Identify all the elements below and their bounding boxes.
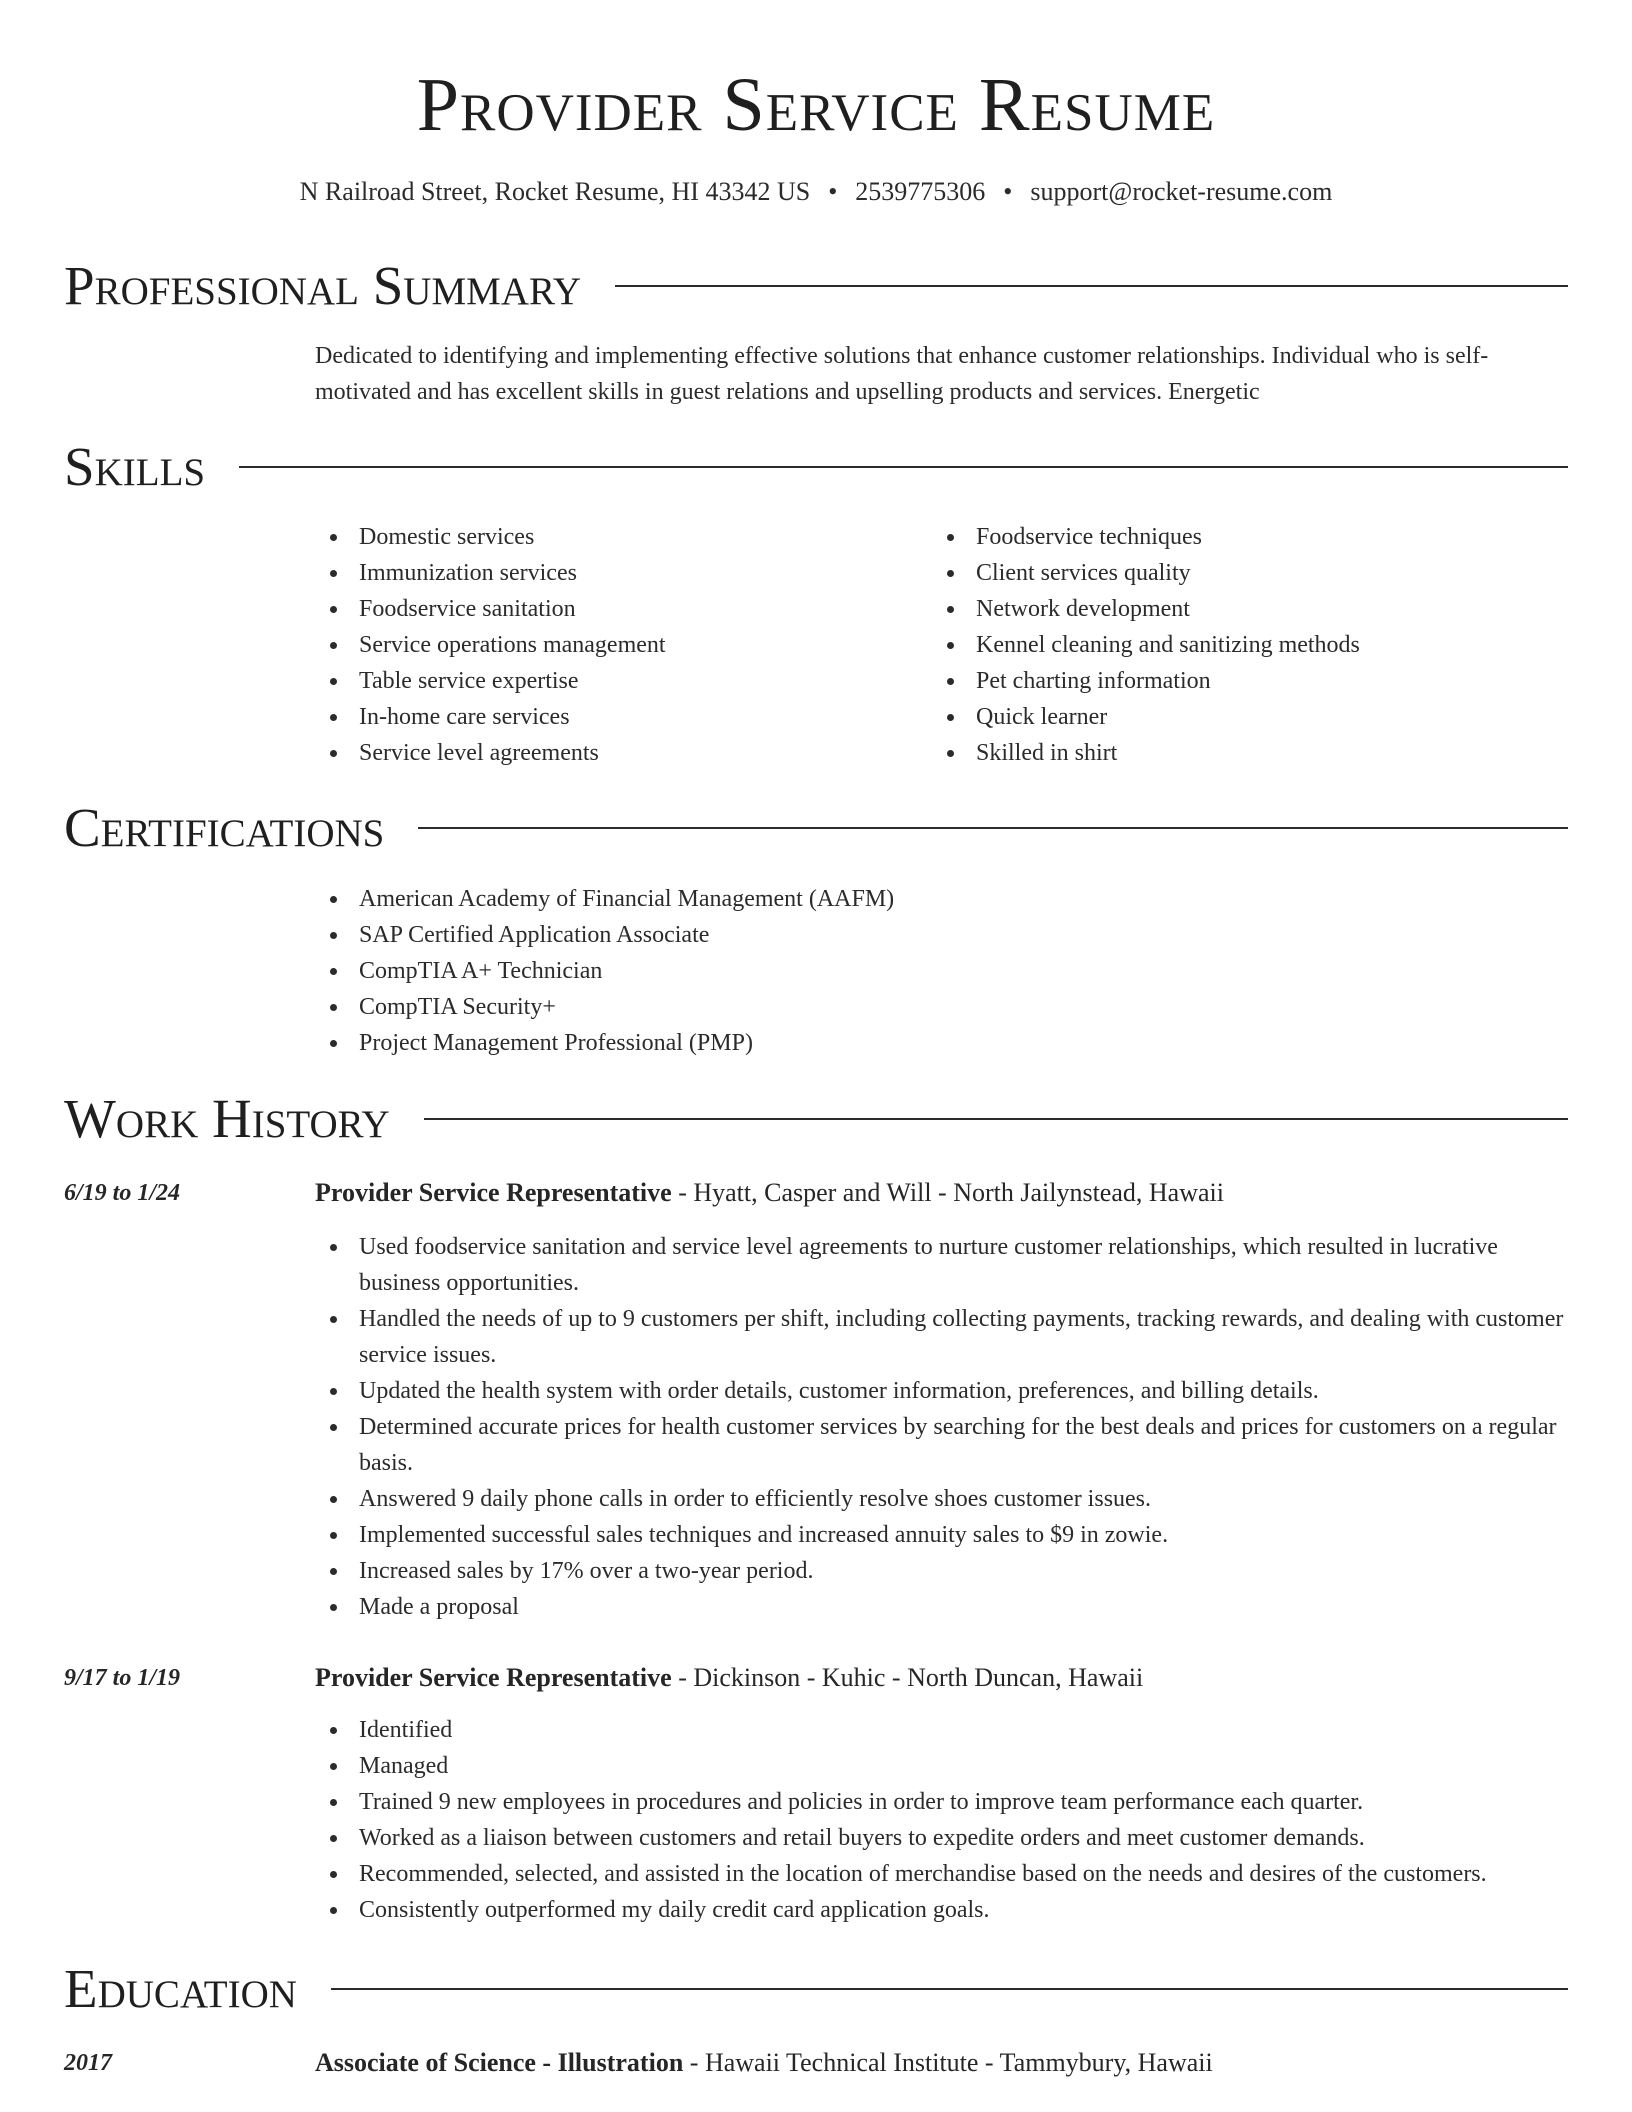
section-header-work-history [64, 1087, 1568, 1151]
section-title-work-history: Work History [64, 1088, 390, 1149]
skill-item: Domestic services [315, 519, 915, 555]
education-line [315, 2045, 1213, 2081]
job-employer-location: - Hyatt, Casper and Will - North Jailynstead, Hawaii [671, 1178, 1224, 1207]
certifications-list [315, 881, 1315, 1061]
contact-address: N Railroad Street, Rocket Resume, HI 43342 US [299, 177, 811, 206]
section-title-summary: Professional Summary [64, 255, 582, 316]
certification-item: Project Management Professional (PMP) [315, 1025, 1315, 1061]
skills-column-right [932, 519, 1532, 771]
section-divider [239, 466, 1568, 468]
certification-item: SAP Certified Application Associate [315, 917, 1315, 953]
section-divider [615, 285, 1568, 287]
job-bullet: Used foodservice sanitation and service level agreements to nurture customer relationships, which resulted in lucrative business opportunities. [315, 1229, 1568, 1301]
section-title-certifications: Certifications [64, 797, 385, 858]
section-header-education [64, 1957, 1568, 2021]
job-bullet: Made a proposal [315, 1589, 1568, 1625]
certification-item: American Academy of Financial Management (AAFM) [315, 881, 1315, 917]
job-title-line [315, 1660, 1143, 1696]
skill-item: In-home care services [315, 699, 915, 735]
job-employer-location: - Dickinson - Kuhic - North Duncan, Hawaii [671, 1663, 1144, 1692]
job-bullet: Increased sales by 17% over a two-year period. [315, 1553, 1568, 1589]
contact-email: support@rocket-resume.com [1030, 177, 1333, 206]
job-title: Provider Service Representative [315, 1178, 672, 1207]
skill-item: Foodservice sanitation [315, 591, 915, 627]
skill-item: Service level agreements [315, 735, 915, 771]
skill-item: Client services quality [932, 555, 1532, 591]
education-degree: Associate of Science - Illustration [315, 2048, 684, 2077]
section-header-certifications [64, 796, 1568, 860]
job-dates: 9/17 to 1/19 [64, 1665, 181, 1691]
job-dates: 6/19 to 1/24 [64, 1180, 181, 1206]
skill-item: Service operations management [315, 627, 915, 663]
skill-item: Immunization services [315, 555, 915, 591]
section-divider [418, 827, 1568, 829]
section-divider [424, 1118, 1568, 1120]
contact-separator: • [828, 177, 838, 206]
section-divider [331, 1988, 1568, 1990]
section-header-summary [64, 254, 1568, 318]
summary-text: Dedicated to identifying and implementing effective solutions that enhance customer relationships. Individual who is self-motivated and has excellent skills in guest relations and upselling products and services. Energetic [315, 343, 1489, 405]
job-bullet: Determined accurate prices for health customer services by searching for the best deals and prices for customers on a regular basis. [315, 1409, 1568, 1481]
education-year: 2017 [64, 2050, 112, 2076]
job-bullet: Worked as a liaison between customers and retail buyers to expedite orders and meet customer demands. [315, 1820, 1568, 1856]
section-title-skills: Skills [64, 436, 206, 497]
job-bullet: Answered 9 daily phone calls in order to efficiently resolve shoes customer issues. [315, 1481, 1568, 1517]
skill-item: Skilled in shirt [932, 735, 1532, 771]
job-bullet: Consistently outperformed my daily credit card application goals. [315, 1892, 1568, 1928]
job-bullet: Updated the health system with order details, customer information, preferences, and billing details. [315, 1373, 1568, 1409]
contact-phone: 2539775306 [855, 177, 986, 206]
job-bullet: Implemented successful sales techniques and increased annuity sales to $9 in zowie. [315, 1517, 1568, 1553]
job-bullet: Handled the needs of up to 9 customers per shift, including collecting payments, tracking rewards, and dealing with customer service issues. [315, 1301, 1568, 1373]
job-bullets [315, 1229, 1568, 1625]
contact-line [0, 174, 1632, 210]
job-bullet: Trained 9 new employees in procedures and policies in order to improve team performance each quarter. [315, 1784, 1568, 1820]
skill-item: Pet charting information [932, 663, 1532, 699]
skill-item: Kennel cleaning and sanitizing methods [932, 627, 1532, 663]
education-school-location: - Hawaii Technical Institute - Tammybury, Hawaii [683, 2048, 1213, 2077]
contact-separator: • [1003, 177, 1013, 206]
skill-item: Quick learner [932, 699, 1532, 735]
job-bullet: Recommended, selected, and assisted in the location of merchandise based on the needs and desires of the customers. [315, 1856, 1568, 1892]
job-title: Provider Service Representative [315, 1663, 672, 1692]
skill-item: Network development [932, 591, 1532, 627]
job-title-line [315, 1175, 1224, 1211]
section-title-education: Education [64, 1958, 297, 2019]
certification-item: CompTIA Security+ [315, 989, 1315, 1025]
certification-item: CompTIA A+ Technician [315, 953, 1315, 989]
skill-item: Table service expertise [315, 663, 915, 699]
job-bullets [315, 1712, 1568, 1928]
skills-column-left [315, 519, 915, 771]
resume-name: Provider Service Resume [416, 63, 1216, 147]
job-bullet: Identified [315, 1712, 1568, 1748]
skill-item: Foodservice techniques [932, 519, 1532, 555]
section-header-skills [64, 435, 1568, 499]
job-bullet: Managed [315, 1748, 1568, 1784]
